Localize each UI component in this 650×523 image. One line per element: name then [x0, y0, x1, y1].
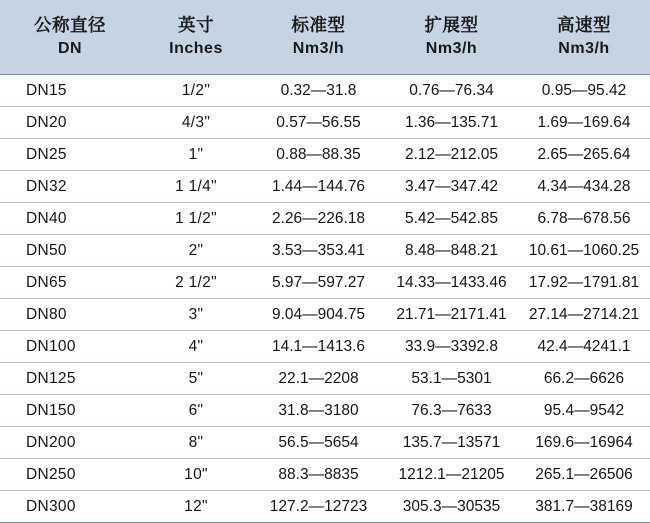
cell-extended: 0.76—76.34 [385, 75, 518, 107]
cell-nominal-diameter: DN125 [0, 363, 140, 395]
column-header-extended-cn: 扩展型 [424, 15, 479, 36]
cell-nominal-diameter: DN250 [0, 459, 140, 491]
table-row [0, 171, 650, 203]
cell-highspeed: 4.34—434.28 [518, 171, 650, 203]
column-header-standard-unit: Nm3/h [292, 40, 345, 58]
cell-standard: 56.5—5654 [252, 427, 385, 459]
cell-standard: 9.04—904.75 [252, 299, 385, 331]
cell-inches: 1 1/2" [140, 203, 252, 235]
column-header-nominal-diameter-cn: 公称直径 [34, 15, 106, 36]
table-row [0, 299, 650, 331]
cell-nominal-diameter: DN32 [0, 171, 140, 203]
cell-standard: 0.57—56.55 [252, 107, 385, 139]
column-header-highspeed [518, 0, 650, 75]
cell-extended: 3.47—347.42 [385, 171, 518, 203]
cell-nominal-diameter: DN20 [0, 107, 140, 139]
cell-inches: 2 1/2" [140, 267, 252, 299]
column-header-standard-cn: 标准型 [291, 15, 346, 36]
table-row [0, 107, 650, 139]
table-row [0, 267, 650, 299]
cell-highspeed: 6.78—678.56 [518, 203, 650, 235]
cell-inches: 12" [140, 491, 252, 523]
column-header-extended-unit: Nm3/h [425, 40, 478, 58]
cell-nominal-diameter: DN200 [0, 427, 140, 459]
cell-inches: 1/2" [140, 75, 252, 107]
table-row [0, 235, 650, 267]
cell-highspeed: 1.69—169.64 [518, 107, 650, 139]
cell-highspeed: 10.61—1060.25 [518, 235, 650, 267]
cell-highspeed: 2.65—265.64 [518, 139, 650, 171]
cell-nominal-diameter: DN150 [0, 395, 140, 427]
cell-standard: 127.2—12723 [252, 491, 385, 523]
column-header-inches-en: Inches [169, 40, 223, 58]
table-row [0, 427, 650, 459]
table-row [0, 395, 650, 427]
cell-inches: 4/3" [140, 107, 252, 139]
cell-standard: 1.44—144.76 [252, 171, 385, 203]
table-row [0, 203, 650, 235]
cell-highspeed: 27.14—2714.21 [518, 299, 650, 331]
table-row [0, 459, 650, 491]
cell-inches: 8" [140, 427, 252, 459]
cell-extended: 53.1—5301 [385, 363, 518, 395]
cell-nominal-diameter: DN50 [0, 235, 140, 267]
cell-inches: 1" [140, 139, 252, 171]
table-header-row [0, 0, 650, 75]
cell-nominal-diameter: DN40 [0, 203, 140, 235]
cell-inches: 6" [140, 395, 252, 427]
cell-highspeed: 42.4—4241.1 [518, 331, 650, 363]
cell-extended: 135.7—13571 [385, 427, 518, 459]
cell-standard: 22.1—2208 [252, 363, 385, 395]
cell-nominal-diameter: DN65 [0, 267, 140, 299]
cell-inches: 4" [140, 331, 252, 363]
cell-extended: 21.71—2171.41 [385, 299, 518, 331]
cell-standard: 14.1—1413.6 [252, 331, 385, 363]
cell-highspeed: 0.95—95.42 [518, 75, 650, 107]
column-header-standard [252, 0, 385, 75]
column-header-nominal-diameter [0, 0, 140, 75]
cell-standard: 88.3—8835 [252, 459, 385, 491]
cell-standard: 5.97—597.27 [252, 267, 385, 299]
column-header-extended [385, 0, 518, 75]
table-row [0, 363, 650, 395]
cell-extended: 1212.1—21205 [385, 459, 518, 491]
table-header [0, 0, 650, 75]
cell-highspeed: 95.4—9542 [518, 395, 650, 427]
column-header-inches [140, 0, 252, 75]
cell-highspeed: 265.1—26506 [518, 459, 650, 491]
cell-inches: 5" [140, 363, 252, 395]
cell-extended: 1.36—135.71 [385, 107, 518, 139]
cell-standard: 0.32—31.8 [252, 75, 385, 107]
cell-extended: 2.12—212.05 [385, 139, 518, 171]
cell-highspeed: 381.7—38169 [518, 491, 650, 523]
table-body [0, 75, 650, 523]
cell-inches: 3" [140, 299, 252, 331]
cell-extended: 8.48—848.21 [385, 235, 518, 267]
cell-highspeed: 17.92—1791.81 [518, 267, 650, 299]
cell-extended: 76.3—7633 [385, 395, 518, 427]
cell-nominal-diameter: DN15 [0, 75, 140, 107]
cell-standard: 2.26—226.18 [252, 203, 385, 235]
cell-nominal-diameter: DN300 [0, 491, 140, 523]
cell-inches: 2" [140, 235, 252, 267]
column-header-highspeed-cn: 高速型 [557, 15, 611, 36]
cell-extended: 33.9—3392.8 [385, 331, 518, 363]
column-header-highspeed-unit: Nm3/h [558, 40, 610, 58]
cell-standard: 0.88—88.35 [252, 139, 385, 171]
cell-standard: 3.53—353.41 [252, 235, 385, 267]
cell-nominal-diameter: DN25 [0, 139, 140, 171]
table-row [0, 331, 650, 363]
column-header-nominal-diameter-unit: DN [57, 40, 83, 58]
cell-nominal-diameter: DN100 [0, 331, 140, 363]
cell-inches: 10" [140, 459, 252, 491]
cell-extended: 305.3—30535 [385, 491, 518, 523]
cell-inches: 1 1/4" [140, 171, 252, 203]
cell-standard: 31.8—3180 [252, 395, 385, 427]
cell-nominal-diameter: DN80 [0, 299, 140, 331]
table-row [0, 139, 650, 171]
cell-highspeed: 66.2—6626 [518, 363, 650, 395]
column-header-inches-cn: 英寸 [178, 15, 214, 36]
table-row [0, 75, 650, 107]
cell-extended: 5.42—542.85 [385, 203, 518, 235]
cell-highspeed: 169.6—16964 [518, 427, 650, 459]
cell-extended: 14.33—1433.46 [385, 267, 518, 299]
table-row [0, 491, 650, 523]
